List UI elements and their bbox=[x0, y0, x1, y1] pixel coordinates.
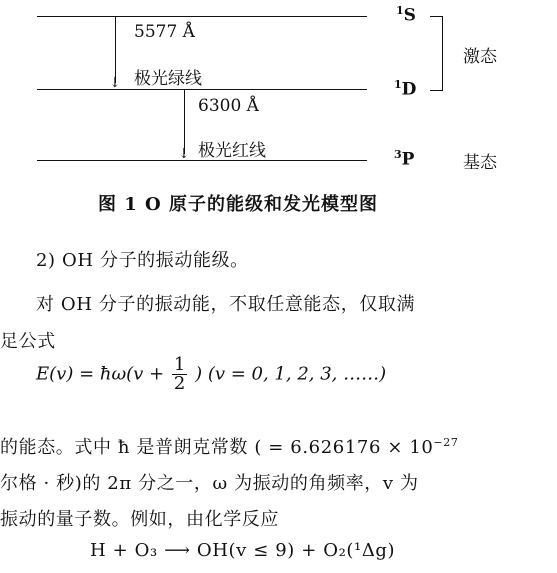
green-line-name: 极光绿线 bbox=[134, 69, 202, 89]
level-1S-line bbox=[37, 16, 367, 17]
paragraph-2-line-3: 振动的量子数。例如，由化学反应 bbox=[0, 509, 279, 530]
level-3P-label: $^3$P bbox=[394, 148, 415, 170]
energy-formula: E(v) = ħω(v + $\frac{1}{2}$ ) (v = 0, 1, 2, 3, ……) bbox=[36, 354, 387, 394]
excited-bracket bbox=[430, 16, 443, 91]
chemical-reaction: H + O₃ ⟶ OH(v ≤ 9) + O₂(¹Δg) bbox=[90, 540, 396, 561]
ground-state-label: 基态 bbox=[463, 153, 497, 173]
red-line-wavelength: 6300 Å bbox=[198, 96, 259, 116]
level-1S-label: $^1$S bbox=[396, 4, 416, 26]
green-line-arrowhead-icon: ↓ bbox=[109, 75, 121, 91]
section-heading: 2) OH 分子的振动能级。 bbox=[36, 250, 249, 271]
paragraph-2-line-1: 的能态。式中 ħ 是普朗克常数 ( = $6.626176 \times 10^{-27}$ bbox=[0, 436, 459, 458]
red-line-arrowhead-icon: ↓ bbox=[178, 146, 190, 162]
level-1D-label: $^1$D bbox=[394, 78, 417, 100]
figure-caption: 图 1 O 原子的能级和发光模型图 bbox=[98, 194, 379, 215]
green-line-wavelength: 5577 Å bbox=[134, 22, 195, 42]
paragraph-1-line-1: 对 OH 分子的振动能，不取任意能态，仅取满 bbox=[36, 294, 416, 315]
formula-fraction: $\frac{1}{2}$ bbox=[173, 354, 186, 394]
excited-state-label: 激态 bbox=[463, 47, 497, 67]
paragraph-2-line-2: 尔格 · 秒)的 2π 分之一，ω 为振动的角频率，v 为 bbox=[0, 473, 419, 494]
red-line-arrow bbox=[184, 90, 185, 154]
green-line-arrow bbox=[115, 17, 116, 83]
paragraph-1-line-2: 足公式 bbox=[0, 331, 56, 352]
level-1D-line bbox=[37, 89, 367, 90]
red-line-name: 极光红线 bbox=[198, 141, 266, 161]
